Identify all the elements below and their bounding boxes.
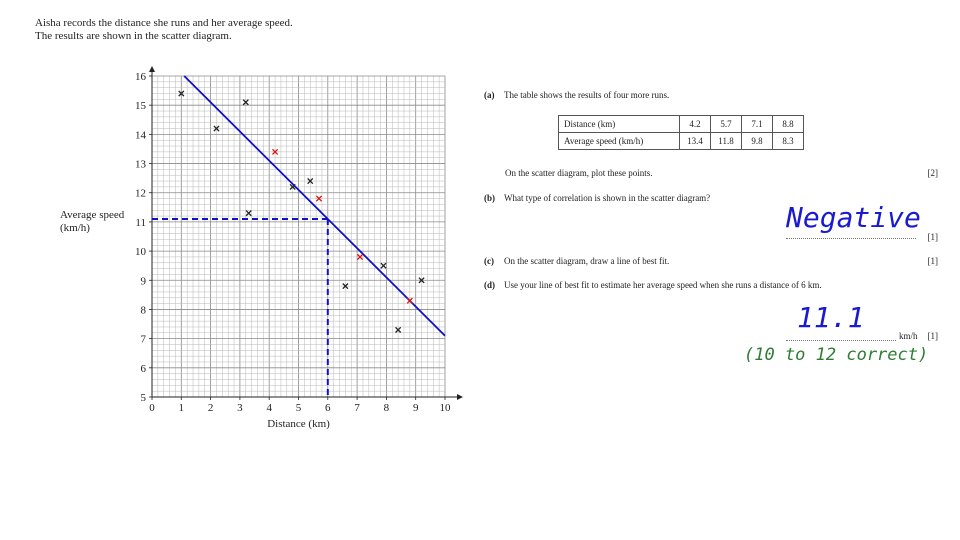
question-d-unit: km/h — [899, 331, 918, 341]
y-tick-label: 5 — [140, 392, 146, 404]
table-cell: 8.8 — [773, 116, 804, 133]
x-tick-label: 2 — [207, 402, 214, 414]
y-axis-label-line-2: (km/h) — [60, 222, 90, 234]
data-point — [381, 263, 386, 268]
table-row — [559, 116, 804, 133]
x-tick-label: 1 — [178, 402, 185, 414]
question-d-text: Use your line of best fit to estimate her average speed when she runs a distance of 6 km. — [504, 280, 822, 290]
table-row — [559, 133, 804, 150]
question-d-marks: [1] — [927, 331, 938, 341]
table-cell: 8.3 — [773, 133, 804, 150]
x-tick-label: 6 — [325, 402, 331, 414]
x-tick-label: 4 — [266, 402, 272, 414]
question-b-marks: [1] — [927, 232, 938, 242]
y-axis-arrow-icon — [149, 66, 155, 72]
runs-table — [558, 115, 804, 150]
question-b — [484, 193, 710, 204]
table-cell: 4.2 — [680, 116, 711, 133]
answer-d-line — [786, 340, 896, 341]
question-c-marks: [1] — [927, 256, 938, 266]
question-a — [484, 90, 669, 101]
y-tick-label: 7 — [140, 333, 146, 346]
x-tick-label: 8 — [383, 402, 390, 414]
intro-line-1: Aisha records the distance she runs and her average speed. — [35, 17, 293, 29]
answer-d-handwritten: 11.1 — [797, 301, 865, 334]
x-tick-label: 10 — [439, 402, 451, 414]
y-tick-label: 16 — [135, 71, 146, 83]
question-d-number: (d) — [484, 280, 495, 290]
intro-line-2: The results are shown in the scatter diagram. — [35, 30, 232, 42]
table-cell: 7.1 — [742, 116, 773, 133]
question-c-number: (c) — [484, 256, 494, 266]
y-tick-label: 8 — [140, 304, 146, 317]
x-tick-label: 5 — [295, 402, 302, 414]
table-cell: 9.8 — [742, 133, 773, 150]
y-tick-label: 6 — [140, 362, 146, 375]
y-tick-label: 14 — [135, 129, 146, 142]
question-c — [484, 256, 669, 267]
answer-d-note-handwritten: (10 to 12 correct) — [744, 345, 929, 365]
table-cell: 5.7 — [711, 116, 742, 133]
question-a-text: The table shows the results of four more runs. — [504, 90, 670, 100]
question-a-instruction: On the scatter diagram, plot these points. — [505, 168, 653, 178]
question-d — [484, 280, 822, 291]
line-of-best-fit — [184, 76, 445, 336]
answer-b-handwritten: Negative — [786, 201, 921, 234]
y-tick-label: 11 — [135, 216, 146, 229]
question-c-text: On the scatter diagram, draw a line of best fit. — [504, 256, 670, 266]
x-tick-label: 9 — [412, 402, 419, 414]
table-row-header: Average speed (km/h) — [559, 133, 680, 150]
x-axis-arrow-icon — [457, 394, 463, 400]
y-tick-label: 12 — [135, 187, 146, 200]
question-a-number: (a) — [484, 90, 495, 100]
question-b-number: (b) — [484, 193, 495, 203]
data-point — [246, 211, 251, 216]
y-tick-label: 9 — [140, 275, 146, 288]
question-a-marks: [2] — [927, 168, 938, 178]
answer-b-line — [786, 238, 916, 239]
table-row-header: Distance (km) — [559, 116, 680, 133]
x-axis-label: Distance (km) — [267, 418, 330, 430]
y-axis-label-line-1: Average speed — [60, 209, 125, 221]
y-tick-label: 15 — [135, 100, 146, 113]
x-tick-label: 7 — [354, 402, 360, 414]
x-tick-label: 0 — [149, 402, 155, 414]
table-cell: 11.8 — [711, 133, 742, 150]
table-cell: 13.4 — [680, 133, 711, 150]
y-tick-label: 10 — [135, 246, 146, 259]
x-tick-label: 3 — [237, 402, 243, 414]
question-b-text: What type of correlation is shown in the scatter diagram? — [504, 193, 711, 203]
y-tick-label: 13 — [135, 158, 146, 171]
